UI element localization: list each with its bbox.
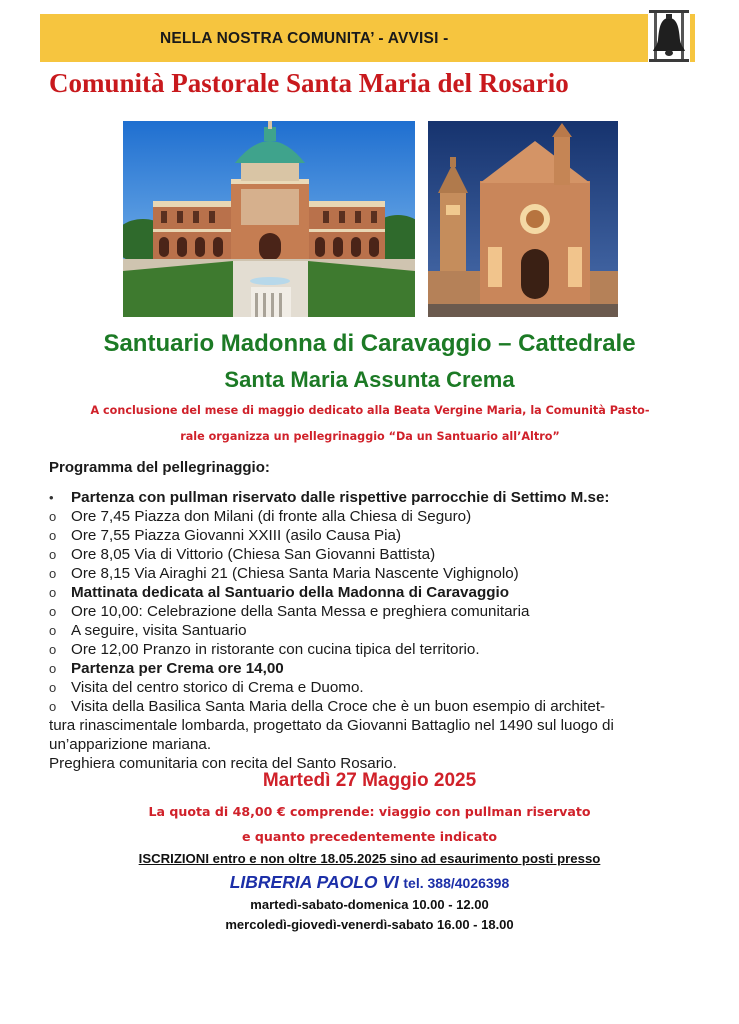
list-item bbox=[49, 488, 709, 507]
list-item bbox=[49, 640, 709, 659]
header-banner bbox=[40, 14, 695, 62]
subtitle-line-2: Santa Maria Assunta Crema bbox=[224, 367, 515, 392]
list-item bbox=[49, 545, 709, 564]
program-heading: Programma del pellegrinaggio: bbox=[49, 459, 270, 476]
libreria-contact bbox=[0, 872, 739, 893]
list-marker: o bbox=[49, 661, 57, 676]
list-marker: o bbox=[49, 547, 57, 562]
list-marker: • bbox=[49, 490, 54, 505]
basilica-line-2: tura rinascimentale lombarda, progettato da Giovanni Battaglio nel 1490 sul luogo di bbox=[49, 717, 614, 734]
list-item-text: Ore 7,45 Piazza don Milani (di fronte alla Chiesa di Seguro) bbox=[71, 508, 472, 525]
list-item bbox=[49, 602, 709, 621]
list-item bbox=[49, 583, 709, 602]
list-item-text: Visita del centro storico di Crema e Duomo. bbox=[71, 679, 364, 696]
quota-line-2: e quanto precedentemente indicato bbox=[241, 829, 498, 844]
list-marker: o bbox=[49, 585, 57, 600]
list-marker: o bbox=[49, 566, 57, 581]
list-item-text: Ore 8,05 Via di Vittorio (Chiesa San Giovanni Battista) bbox=[71, 546, 436, 563]
cattedrale-crema-photo bbox=[428, 121, 618, 317]
list-item-text: Ore 8,15 Via Airaghi 21 (Chiesa Santa Maria Nascente Vighignolo) bbox=[71, 565, 519, 582]
libreria-phone: tel. 388/4026398 bbox=[403, 875, 510, 891]
list-item bbox=[49, 564, 709, 583]
bell-icon bbox=[646, 8, 692, 64]
program-list bbox=[49, 488, 709, 697]
basilica-line-1: Visita della Basilica Santa Maria della Croce che è un buon esempio di architet- bbox=[71, 698, 606, 715]
subtitle-line-1: Santuario Madonna di Caravaggio – Cattedrale bbox=[103, 330, 636, 357]
closing-prayer: Preghiera comunitaria con recita del Santo Rosario. bbox=[49, 755, 397, 772]
list-marker: o bbox=[49, 623, 57, 638]
list-item bbox=[49, 507, 709, 526]
list-marker: o bbox=[49, 699, 57, 714]
list-item-text: Ore 12,00 Pranzo in ristorante con cucina tipica del territorio. bbox=[71, 641, 480, 658]
list-marker: o bbox=[49, 642, 57, 657]
list-item-text: Ore 7,55 Piazza Giovanni XXIII (asilo Causa Pia) bbox=[71, 527, 402, 544]
list-item-text: Mattinata dedicata al Santuario della Madonna di Caravaggio bbox=[71, 584, 509, 601]
list-item bbox=[49, 621, 709, 640]
registration-notice: ISCRIZIONI entro e non oltre 18.05.2025 sino ad esaurimento posti presso bbox=[138, 851, 601, 866]
list-item-text: A seguire, visita Santuario bbox=[71, 622, 247, 639]
hours-line-2: mercoledì-giovedì-venerdì-sabato 16.00 - 18.00 bbox=[225, 917, 514, 932]
page-title: Comunità Pastorale Santa Maria del Rosario bbox=[49, 68, 569, 98]
list-marker: o bbox=[49, 528, 57, 543]
basilica-paragraph bbox=[49, 697, 699, 773]
libreria-name: LIBRERIA PAOLO VI bbox=[229, 872, 399, 892]
event-date: Martedì 27 Maggio 2025 bbox=[262, 770, 477, 791]
list-item bbox=[49, 526, 709, 545]
list-item bbox=[49, 678, 709, 697]
hours-line-1: martedì-sabato-domenica 10.00 - 12.00 bbox=[250, 897, 489, 912]
list-item bbox=[49, 659, 709, 678]
list-item-text: Ore 10,00: Celebrazione della Santa Messa e preghiera comunitaria bbox=[71, 603, 530, 620]
quota-line-1: La quota di 48,00 € comprende: viaggio con pullman riservato bbox=[148, 804, 591, 819]
list-item-text: Partenza con pullman riservato dalle rispettive parrocchie di Settimo M.se: bbox=[71, 489, 610, 506]
basilica-line-3: un’apparizione mariana. bbox=[49, 736, 212, 753]
list-marker: o bbox=[49, 680, 57, 695]
banner-text: NELLA NOSTRA COMUNITA’ - AVVISI - bbox=[160, 30, 449, 47]
intro-line-2: rale organizza un pellegrinaggio “Da un Santuario all’Altro” bbox=[180, 430, 560, 443]
intro-line-1: A conclusione del mese di maggio dedicato alla Beata Vergine Maria, la Comunità Pasto- bbox=[90, 404, 650, 417]
list-marker: o bbox=[49, 604, 57, 619]
list-item-text: Partenza per Crema ore 14,00 bbox=[71, 660, 284, 677]
list-marker: o bbox=[49, 509, 57, 524]
santuario-caravaggio-photo bbox=[123, 121, 415, 317]
